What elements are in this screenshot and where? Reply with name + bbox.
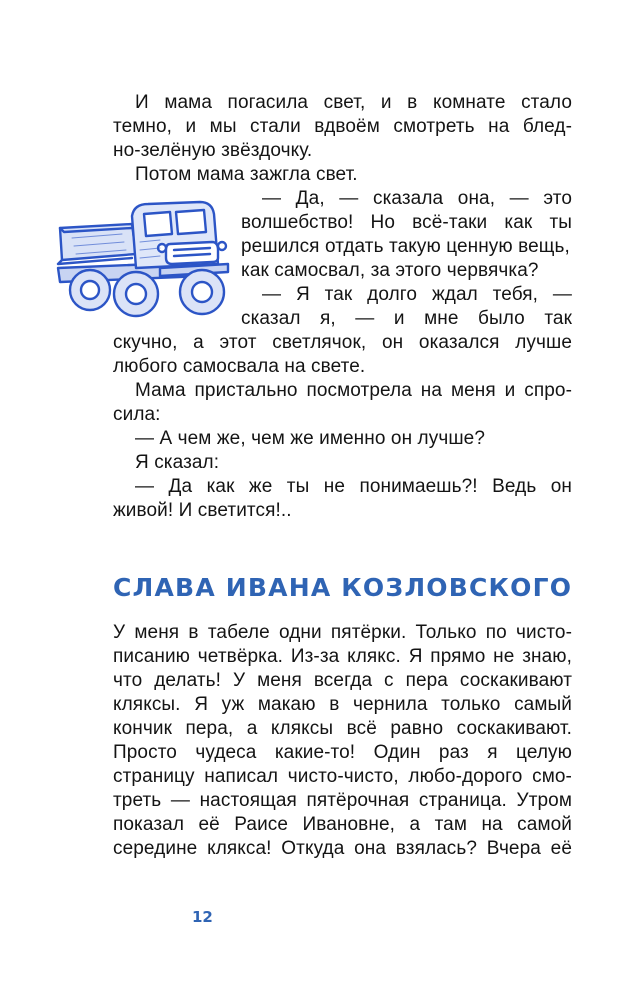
text-line: треть — настоящая пятёрочная страница. Утром [113,790,572,811]
text-line: Потом мама зажгла свет. [135,164,358,185]
text-line: Я сказал: [135,452,220,473]
text-line: волшебство! Но всё-таки как ты [241,212,572,233]
text-line: живой! И светится!.. [113,500,292,521]
text-line: У меня в табеле одни пятёрки. Только по чисто- [113,622,572,643]
text-line: любого самосвала на свете. [113,356,366,377]
text-line: кончик пера, а кляксы всё равно соскакивают. [113,718,572,739]
text-line: Мама пристально посмотрела на меня и спро- [135,380,572,401]
text-line: сила: [113,404,161,425]
text-line: скучно, а этот светлячок, он оказался лучше [113,332,572,353]
text-line: но-зелёную звёздочку. [113,140,313,161]
text-line: сказал я, — и мне было так [241,308,572,329]
chapter-title: СЛАВА ИВАНА КОЗЛОВСКОГО [113,573,573,602]
text-line: — Я так долго ждал тебя, — [262,284,572,305]
text-line: середине клякса! Откуда она взялась? Вчера её [113,838,572,859]
page-number: 12 [192,908,213,926]
text-line: писанию четвёрка. Из-за клякс. Я прямо не знаю, [113,646,572,667]
text-line: показал её Раисе Ивановне, а там на самой [113,814,572,835]
text-line: — Да, — сказала она, — это [262,188,572,209]
text-line: — А чем же, чем же именно он лучше? [135,428,486,449]
text-line: темно, и мы стали вдвоём смотреть на блед- [113,116,572,137]
dump-truck-icon [52,198,234,326]
text-line: страницу написал чисто-чисто, любо-дорого смо- [113,766,572,787]
text-line: что делать! У меня всегда с пера соскакивают [113,670,572,691]
text-line: кляксы. Я уж макаю в чернила только самый [113,694,572,715]
text-line: Просто чудеса какие-то! Один раз я целую [113,742,572,763]
text-line: как самосвал, за этого червячка? [241,260,539,281]
text-line: решился отдать такую ценную вещь, [241,236,570,257]
text-line: И мама погасила свет, и в комнате стало [135,92,572,113]
text-line: — Да как же ты не понимаешь?! Ведь он [135,476,572,497]
